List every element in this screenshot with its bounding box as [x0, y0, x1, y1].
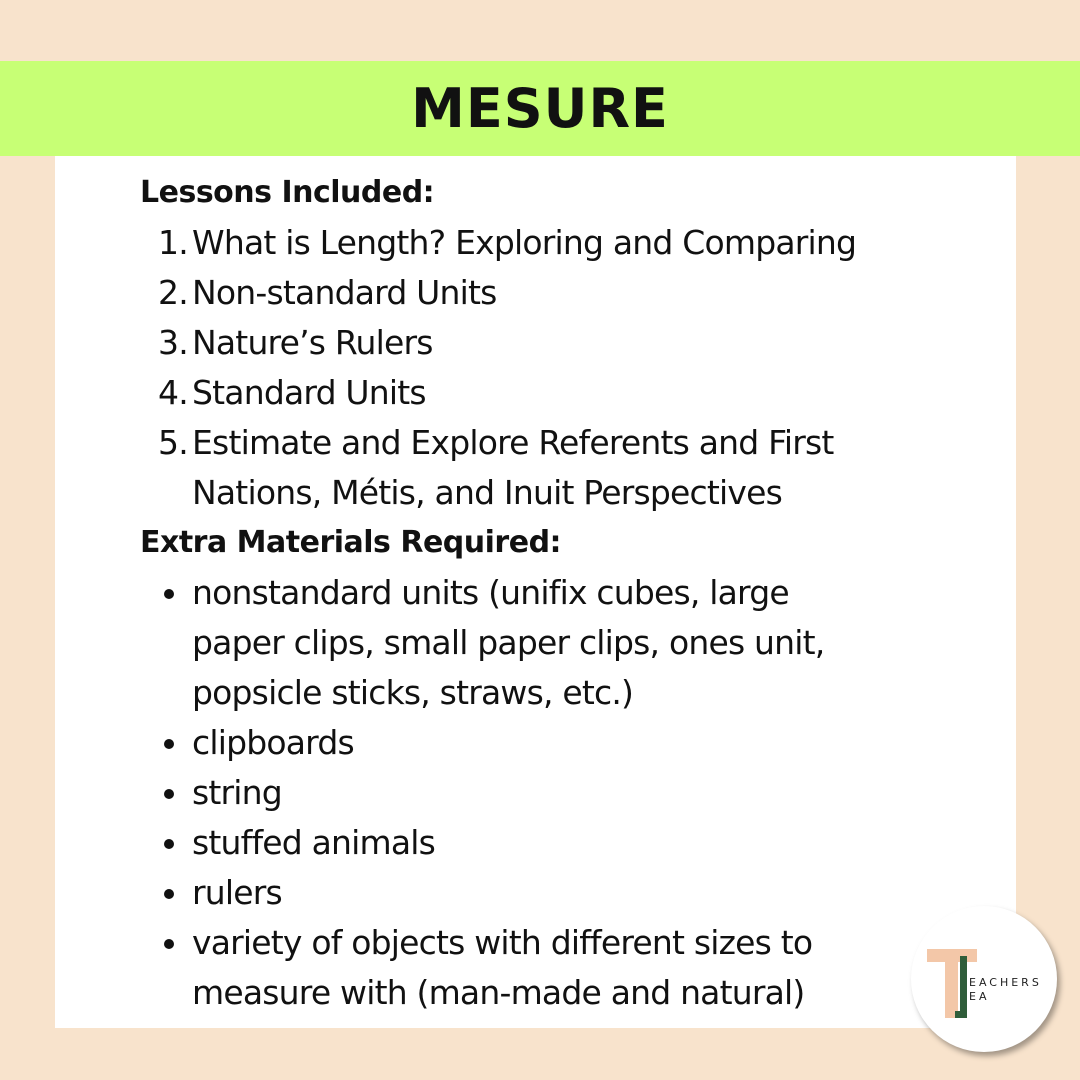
lesson-item: [140, 318, 940, 368]
bullet-icon: [164, 739, 174, 749]
material-text: clipboards: [192, 723, 354, 762]
lesson-text: Non-standard Units: [192, 273, 497, 312]
bullet-icon: [164, 789, 174, 799]
page-title: MESURE: [411, 77, 669, 140]
logo-t-bar: [927, 949, 977, 962]
bullet-icon: [164, 939, 174, 949]
logo-word-ea: EA: [969, 990, 990, 1003]
bullet-icon: [164, 889, 174, 899]
material-text: stuffed animals: [192, 823, 436, 862]
material-item: [140, 768, 940, 818]
lesson-number: 5.: [158, 423, 188, 462]
lesson-text: Nature’s Rulers: [192, 323, 433, 362]
logo-green-foot: [955, 1011, 967, 1018]
lessons-list: [140, 218, 940, 518]
lesson-number: 3.: [158, 323, 188, 362]
lessons-heading: Lessons Included:: [140, 175, 435, 210]
material-item: [140, 818, 940, 868]
material-text: rulers: [192, 873, 282, 912]
material-item: [140, 918, 940, 1018]
lesson-text: Nations, Métis, and Inuit Perspectives: [192, 473, 782, 512]
lesson-number: 2.: [158, 273, 188, 312]
material-text: nonstandard units (unifix cubes, large: [192, 573, 789, 612]
logo-green-stem: [960, 956, 967, 1018]
bullet-icon: [164, 839, 174, 849]
teachers-tea-logo: [911, 906, 1057, 1052]
lesson-item: [140, 368, 940, 418]
lesson-item: [140, 418, 940, 518]
materials-heading: Extra Materials Required:: [140, 525, 562, 560]
lesson-text: Estimate and Explore Referents and First: [192, 423, 834, 462]
materials-list: [140, 568, 940, 1018]
material-text: measure with (man-made and natural): [192, 973, 805, 1012]
material-text: popsicle sticks, straws, etc.): [192, 673, 634, 712]
material-item: [140, 718, 940, 768]
lesson-item: [140, 268, 940, 318]
title-banner: [0, 61, 1080, 156]
lesson-text: Standard Units: [192, 373, 426, 412]
logo-word-eachers: EACHERS: [969, 976, 1042, 989]
material-text: string: [192, 773, 282, 812]
lesson-number: 1.: [158, 223, 188, 262]
material-text: paper clips, small paper clips, ones unit,: [192, 623, 825, 662]
bullet-icon: [164, 589, 174, 599]
material-item: [140, 568, 940, 718]
lesson-item: [140, 218, 940, 268]
content: [140, 168, 940, 1018]
material-item: [140, 868, 940, 918]
logo-t-stem: [945, 962, 958, 1018]
lesson-number: 4.: [158, 373, 188, 412]
lesson-text: What is Length? Exploring and Comparing: [192, 223, 857, 262]
material-text: variety of objects with different sizes to: [192, 923, 813, 962]
